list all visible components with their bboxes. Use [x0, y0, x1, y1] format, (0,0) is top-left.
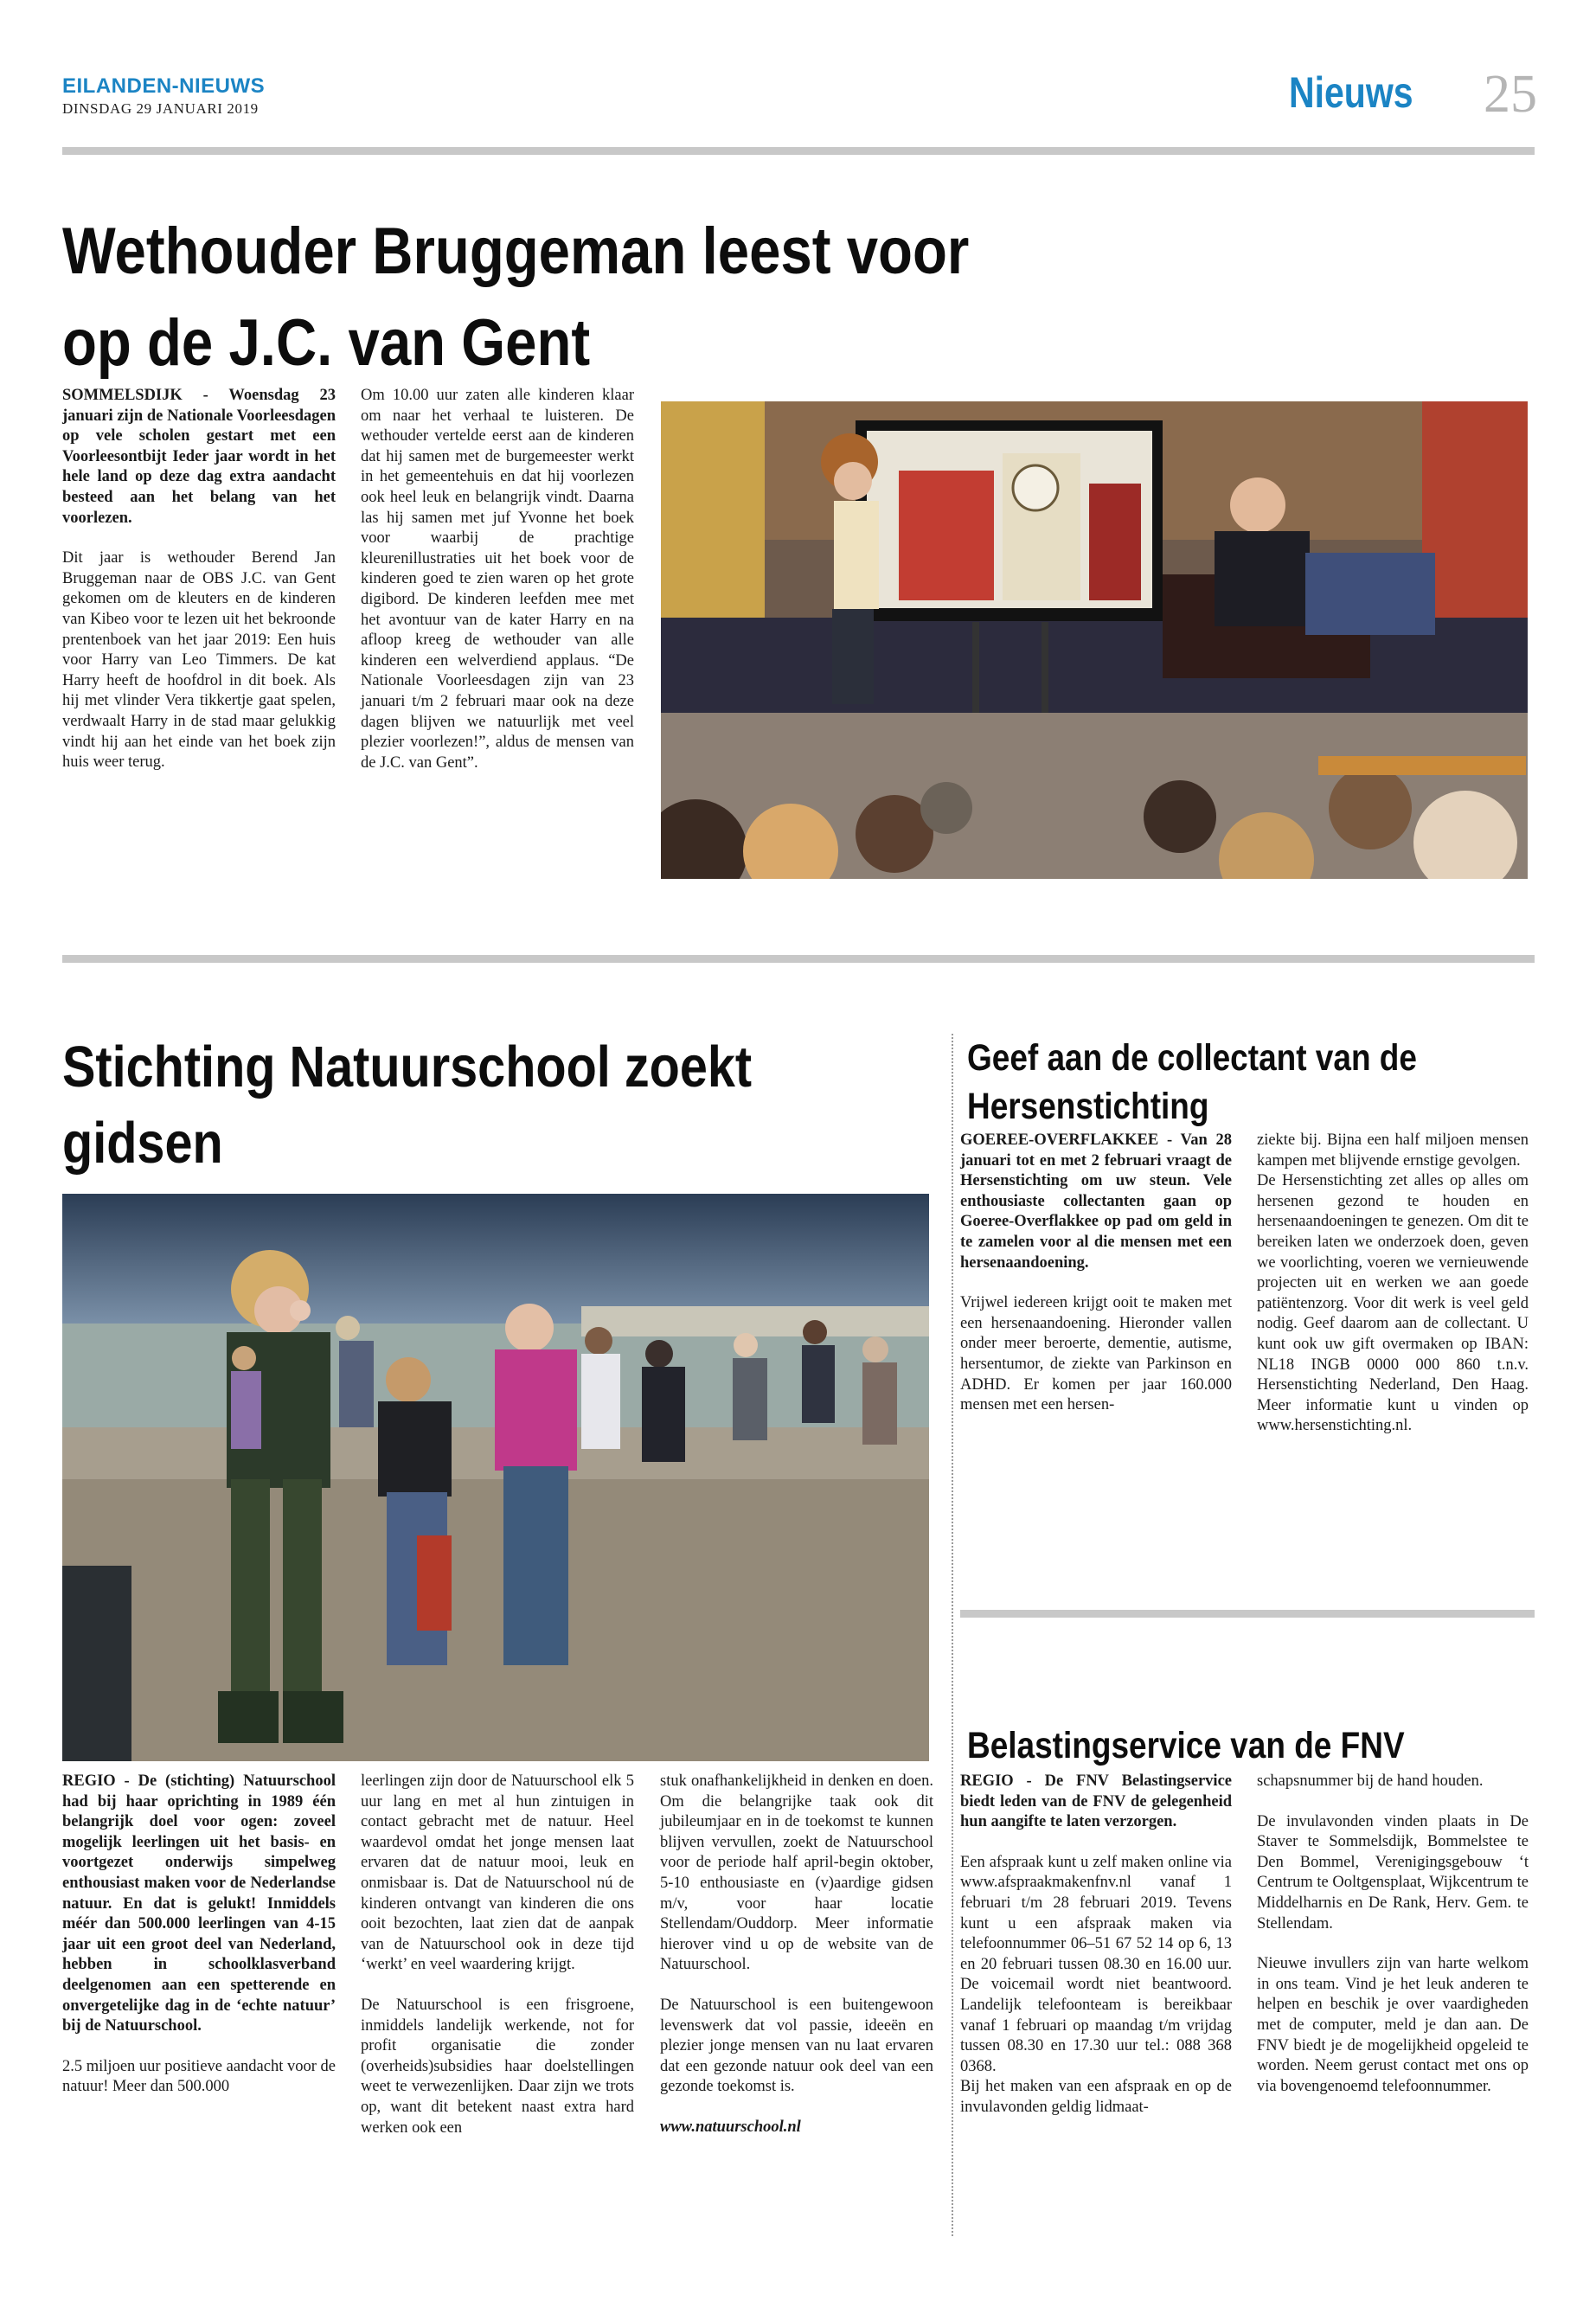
- article2-column3: [660, 1772, 933, 2158]
- article2-column1: [62, 1772, 336, 2118]
- section-name: Nieuws: [1289, 68, 1413, 117]
- article2-paragraph: De Natuurschool is een buitengewoon levenswerk dat vol passie, ideeën en plezier jonge mensen van nu laat ervaren dat een gezonde natuur ook deel van een gezonde toekomst is.: [660, 1996, 933, 2096]
- article2-paragraph: leerlingen zijn door de Natuurschool elk 5 uur lang en met al hun zintuigen in contact gebracht met de natuur. Heel waardevol omdat het jonge mensen laat ervaren dat de natuur mooi, leuk en onmisbaar is. Dat de Natuurschool nú de kinderen ontvangt van kinderen die ons ooit bezochten, laat zien dat de aanpak van de Natuurschool ook in deze tijd ‘werkt’ en veel waardering krijgt.: [361, 1772, 634, 1974]
- column-separator: [952, 1034, 953, 2236]
- article4-lead: REGIO - De FNV Belastingservice biedt leden van de FNV de gelegenheid hun aangifte te laten verzorgen.: [960, 1772, 1232, 1831]
- article2-beach-photo: [62, 1194, 929, 1761]
- article4-column1: [960, 1772, 1232, 2138]
- article4-paragraph: Bij het maken van een afspraak en op de invulavonden geldig lidmaat-: [960, 2078, 1232, 2116]
- article3-column1: [960, 1131, 1232, 1436]
- article1-lead: SOMMELSDIJK - Woensdag 23 januari zijn de Nationale Voorleesdagen op vele scholen gestart met een Voorleesontbijt Ieder jaar wordt in het hele land op deze dag extra aandacht besteed aan het belang van het voorlezen.: [62, 387, 336, 527]
- natuurschool-website-link[interactable]: www.natuurschool.nl: [660, 2118, 801, 2136]
- issue-date: DINSDAG 29 JANUARI 2019: [62, 100, 259, 117]
- article3-column2: [1257, 1131, 1529, 1457]
- article3-paragraph: De Hersenstichting zet alles op alles om hersenen gezond te houden en hersenaandoeningen te genezen. Om dit te bereiken laten we onderzoek doen, geven we voorlichting, voeren we vernieuwende projecten uit en werken we aan goede patiëntenzorg. Voor dit werk is veel geld nodig. Geef daarom aan de collectant. U kunt ook uw gift overmaken op IBAN: NL18 INGB 0000 000 860 t.n.v. Hersenstichting Nederland, Den Haag. Meer informatie kunt u vinden op www.hersenstichting.nl.: [1257, 1172, 1529, 1435]
- article1-classroom-photo: [661, 401, 1528, 879]
- article1-headline: Wethouder Bruggeman leest voor op de J.C. van Gent: [62, 215, 970, 380]
- article1-column1: [62, 386, 336, 793]
- article1-column2: [361, 386, 634, 793]
- article2-paragraph: 2.5 miljoen uur positieve aandacht voor de natuur! Meer dan 500.000: [62, 2057, 336, 2096]
- article3-paragraph: Vrijwel iedereen krijgt ooit te maken met een hersenaandoening. Hieronder vallen onder meer beroerte, dementie, autisme, hersentumor, de ziekte van Parkinson en ADHD. Er komen per jaar 160.000 mensen met een hersen-: [960, 1294, 1232, 1414]
- article4-paragraph: De invulavonden vinden plaats in De Staver te Sommelsdijk, Bommelstee te Den Bommel, Verenigingsgebouw ‘t Centrum te Ooltgensplaat, Wijkcentrum te Middelharnis en De Rank, Herv. Gem. te Stellendam.: [1257, 1812, 1529, 1932]
- article4-paragraph: Een afspraak kunt u zelf maken online via www.afspraakmakenfnv.nl vanaf 1 februari t/m 28 februari 2019. Tevens kunt u een afspraak maken via telefoonnummer 06–51 67 52 14 op 6, 13 en 20 februari tussen 08.30 en 16.00 uur. De voicemail wordt niet beantwoord. Landelijk telefoonteam is bereikbaar vanaf 1 februari op maandag t/m vrijdag tussen 08.30 en 17.30 uur tel.: 088 368 0368.: [960, 1853, 1232, 2075]
- article2-headline: Stichting Natuurschool zoekt gidsen: [62, 1035, 753, 1176]
- article-divider-rule: [960, 1610, 1535, 1618]
- section-divider-rule: [62, 955, 1535, 963]
- article2-paragraph: stuk onafhankelijkheid in denken en doen. Om die belangrijke taak ook dit jubileumjaar en in de toekomst te kunnen blijven vervullen, zoekt de Natuurschool voor de periode half april-begin oktober, 5-10 enthousiaste en (v)aardige gidsen m/v, voor haar locatie Stellendam/Ouddorp. Meer informatie hierover vind u op de website van de Natuurschool.: [660, 1772, 933, 1974]
- newspaper-logo: EILANDEN-NIEUWS: [62, 74, 266, 98]
- article2-paragraph: De Natuurschool is een frisgroene, inmiddels landelijk werkende, not for profit organisatie die zonder (overheids)subsidies haar doelstellingen weet te verwezenlijken. Daar zijn we trots op, want dit betekent naast extra hard werken ook een: [361, 1996, 634, 2137]
- article4-paragraph: Nieuwe invullers zijn van harte welkom in ons team. Vind je het leuk anderen te helpen en beschik je over vaardigheden met de computer, meld je dan aan. De FNV biedt je de mogelijkheid opgeleid te worden. Neem gerust contact met ons op via bovengenoemd telefoonnummer.: [1257, 1955, 1529, 2095]
- article4-paragraph: schapsnummer bij de hand houden.: [1257, 1772, 1484, 1790]
- article3-lead: GOEREE-OVERFLAKKEE - Van 28 januari tot en met 2 februari vraagt de Hersenstichting om uw steun. Vele enthousiaste collectanten gaan op Goeree-Overflakkee op pad om geld in te zamelen voor al die mensen met een hersenaandoening.: [960, 1131, 1232, 1272]
- article1-paragraph: Dit jaar is wethouder Berend Jan Bruggeman naar de OBS J.C. van Gent gekomen om de kleuters en de kinderen van Kibeo voor te lezen uit het bekroonde prentenboek van het jaar 2019: Een huis voor Harry van Leo Timmers. De kat Harry heeft de hoofdrol in dit boek. Als hij met vlinder Vera tikkertje gaat spelen, verdwaalt Harry in de stad maar gelukkig vindt hij aan het einde van het boek zijn huis weer terug.: [62, 549, 336, 772]
- article2-lead: REGIO - De (stichting) Natuurschool had bij haar oprichting in 1989 één belangrijk doel voor ogen: zoveel mogelijk leerlingen uit het basis- en voortgezet onderwijs simpelweg enthousiast maken voor de Nederlandse natuur. En dat is gelukt! Inmiddels méér dan 500.000 leerlingen van 4-15 jaar uit een groot deel van Nederland, hebben in schoolklasverband deelgenomen aan een spetterende en onvergetelijke dag in de ‘echte natuur’ bij de Natuurschool.: [62, 1772, 336, 2035]
- article3-paragraph: ziekte bij. Bijna een half miljoen mensen kampen met blijvende ernstige gevolgen.: [1257, 1131, 1529, 1170]
- article4-column2: [1257, 1772, 1529, 2117]
- article1-paragraph: Om 10.00 uur zaten alle kinderen klaar om naar het verhaal te luisteren. De wethouder vertelde eerst aan de kinderen dat hij samen met de burgemeester werkt in het gemeentehuis en dat hij voorlezen ook heel leuk en belangrijk vindt. Daarna las hij samen met juf Yvonne het boek voor waarbij de prachtige kleurenillustraties uit het boek voor de kinderen goed te zien waren op het grote digibord. De kinderen leefden mee met het avontuur van de kater Harry en na afloop kreeg de wethouder van alle kinderen een welverdiend applaus. “De Nationale Voorleesdagen zijn van 23 januari t/m 2 februari maar ook na deze dagen blijven we natuurlijk met veel plezier voorlezen!”, aldus de mensen van de J.C. van Gent”.: [361, 387, 634, 772]
- page-number: 25: [1484, 65, 1537, 124]
- top-rule: [62, 147, 1535, 155]
- article4-headline: Belastingservice van de FNV: [967, 1725, 1405, 1766]
- article3-headline: Geef aan de collectant van de Hersenstichting: [967, 1037, 1417, 1127]
- article2-column2: [361, 1772, 634, 2158]
